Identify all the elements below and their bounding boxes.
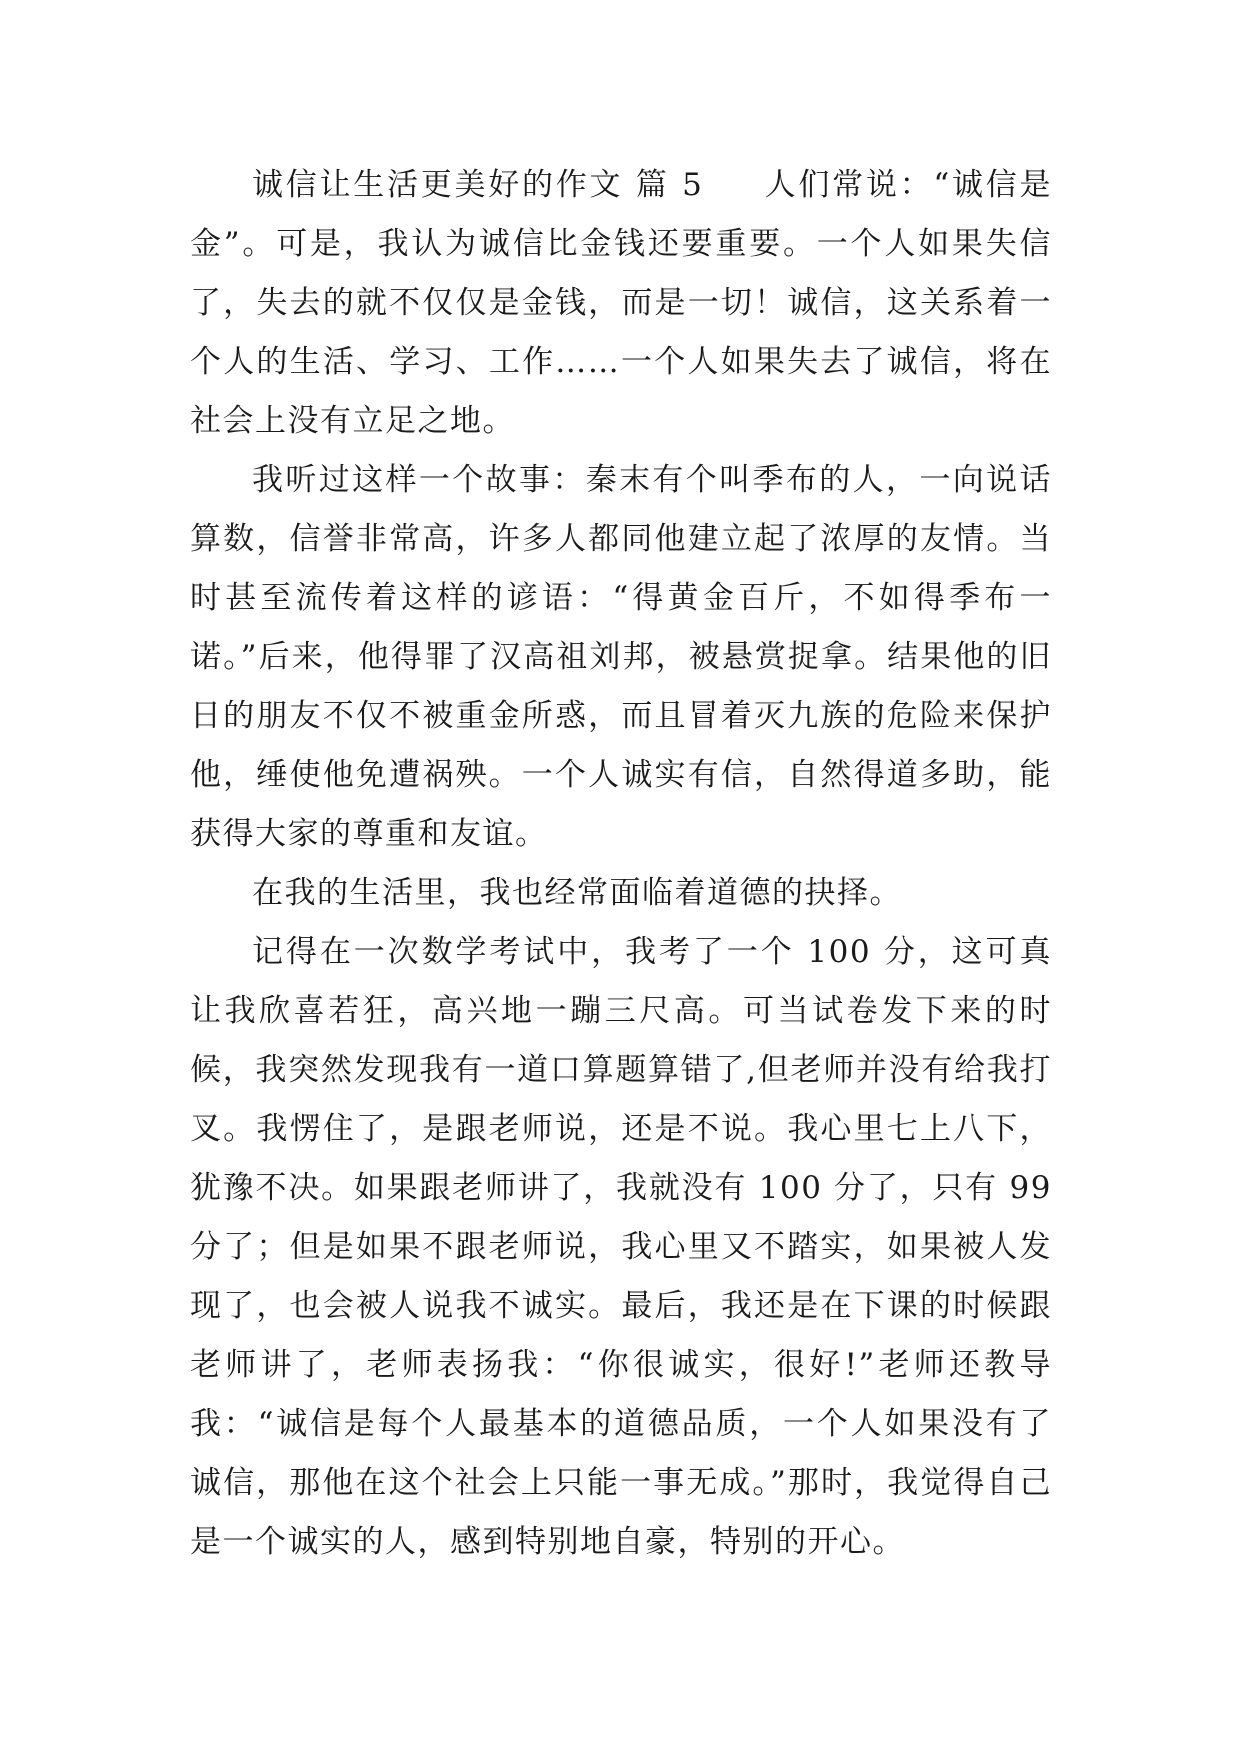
paragraph-1-text: 人们常说：“诚信是金”。可是，我认为诚信比金钱还要重要。一个人如果失信了，失去的就不仅仅是金钱，而是一切！诚信，这关系着一个人的生活、学习、工作……一个人如果失去了诚信，将在社会上没有立足之地。 [190,167,1052,439]
paragraph-3: 在我的生活里，我也经常面临着道德的抉择。 [252,875,902,911]
paragraph-4: 记得在一次数学考试中，我考了一个 100 分，这可真让我欣喜若狂，高兴地一蹦三尺高。可当试卷发下来的时候，我突然发现我有一道口算题算错了,但老师并没有给我打叉。我愣住了，是跟老师说，还是不说。我心里七上八下，犹豫不决。如果跟老师讲了，我就没有 100 分了，只有 99 分了；但是如果不跟老师说，我心里又不踏实，如果被人发现了，也会被人说我不诚实。最后，我还是在下课的时候跟老师讲了，老师表扬我：“你很诚实，很好!”老师还教导我：“诚信是每个人最基本的道德品质，一个人如果没有了诚信，那他在这个社会上只能一事无成。”那时，我觉得自己是一个诚实的人，感到特别地自豪，特别的开心。 [190,934,1052,1560]
paragraph-1 [190,156,1052,451]
article-body [190,156,1052,1572]
paragraph-2: 我听过这样一个故事：秦末有个叫季布的人，一向说话算数，信誉非常高，许多人都同他建立起了浓厚的友情。当时甚至流传着这样的谚语：“得黄金百斤，不如得季布一诺。”后来，他得罪了汉高祖刘邦，被悬赏捉拿。结果他的旧日的朋友不仅不被重金所惑，而且冒着灭九族的危险来保护他，缍使他免遭祸殃。一个人诚实有信，自然得道多助，能获得大家的尊重和友谊。 [190,462,1052,852]
article-title: 诚信让生活更美好的作文 篇 5 [252,167,704,203]
